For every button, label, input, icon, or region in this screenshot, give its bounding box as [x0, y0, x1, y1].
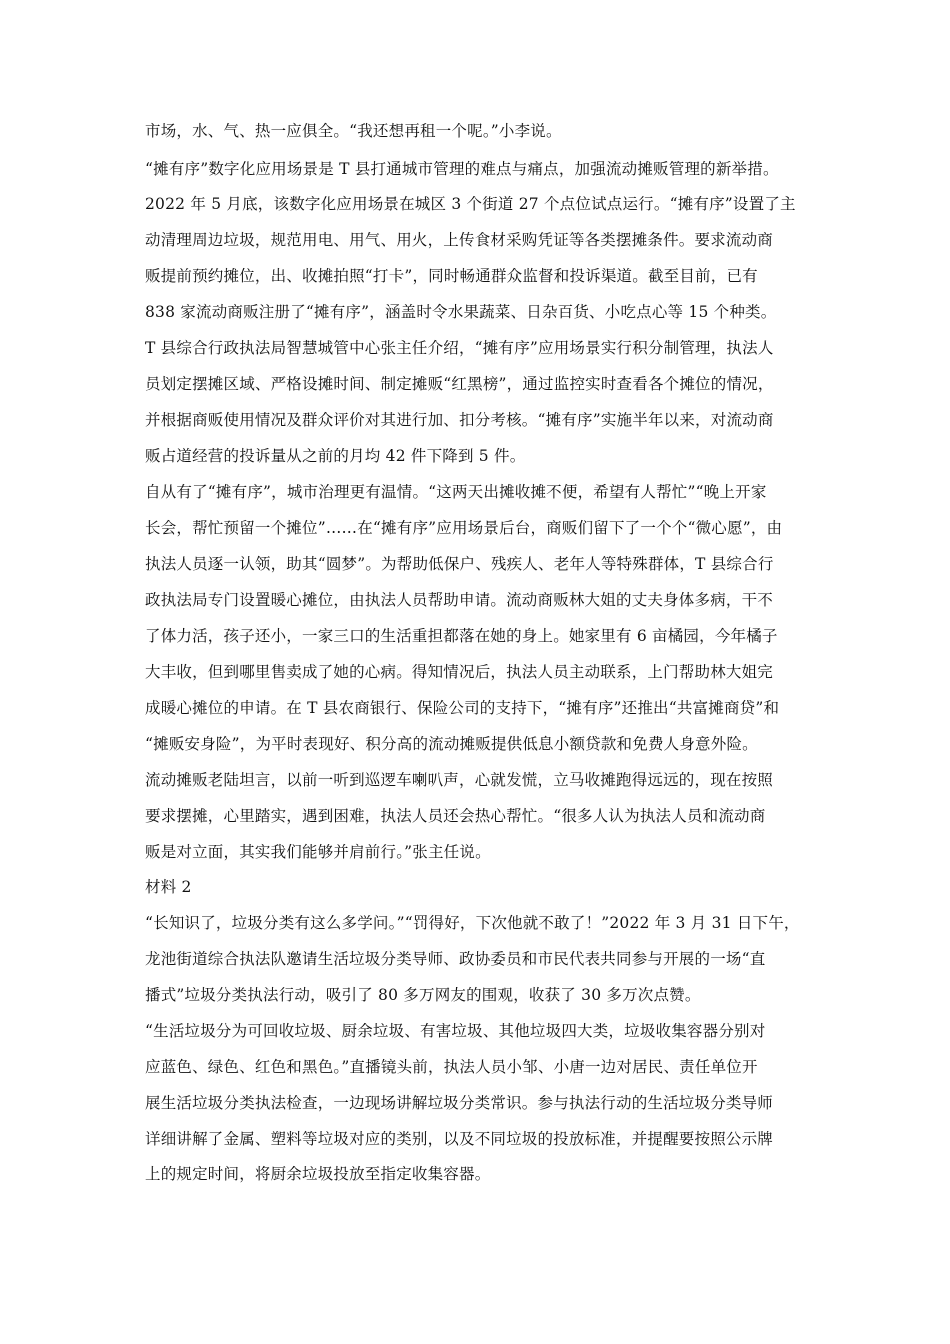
text-line: 流动摊贩老陆坦言，以前一听到巡逻车喇叭声，心就发慌，立马收摊跑得远远的，现在按照: [145, 771, 774, 789]
text-line: 并根据商贩使用情况及群众评价对其进行加、扣分考核。“摊有序”实施半年以来，对流动商: [145, 411, 774, 429]
text-line: “摊贩安身险”，为平时表现好、积分高的流动摊贩提供低息小额贷款和免费人身意外险。: [145, 735, 758, 753]
text-line: “生活垃圾分为可回收垃圾、厨余垃圾、有害垃圾、其他垃圾四大类，垃圾收集容器分别对: [145, 1022, 766, 1040]
text-line: 员划定摆摊区域、严格设摊时间、制定摊贩“红黑榜”，通过监控实时查看各个摊位的情况，: [145, 375, 774, 393]
text-line: 成暖心摊位的申请。在 T 县农商银行、保险公司的支持下，“摊有序”还推出“共富摊商贷”和: [145, 699, 780, 717]
text-line: 详细讲解了金属、塑料等垃圾对应的类别，以及不同垃圾的投放标准，并提醒要按照公示牌: [145, 1130, 774, 1148]
text-line: 龙池街道综合执法队邀请生活垃圾分类导师、政协委员和市民代表共同参与开展的一场“直: [145, 950, 766, 968]
text-line: 自从有了“摊有序”，城市治理更有温情。“这两天出摊收摊不便，希望有人帮忙”“晚上开家: [145, 483, 767, 501]
text-line: “摊有序”数字化应用场景是 T 县打通城市管理的难点与痛点，加强流动摊贩管理的新举措。: [145, 160, 779, 178]
text-line: 执法人员逐一认领，助其“圆梦”。为帮助低保户、残疾人、老年人等特殊群体，T 县综合行: [145, 555, 774, 573]
text-line: “长知识了，垃圾分类有这么多学问。”“罚得好，下次他就不敢了！”2022 年 3 月 31 日下午，: [145, 914, 800, 932]
text-line: 了体力活，孩子还小，一家三口的生活重担都落在她的身上。她家里有 6 亩橘园，今年橘子: [145, 627, 778, 645]
text-line: 贩提前预约摊位，出、收摊拍照“打卡”，同时畅通群众监督和投诉渠道。截至目前，已有: [145, 267, 758, 285]
text-line: T 县综合行政执法局智慧城管中心张主任介绍，“摊有序”应用场景实行积分制管理，执法人: [145, 339, 774, 357]
text-line: 要求摆摊，心里踏实，遇到困难，执法人员还会热心帮忙。“很多人认为执法人员和流动商: [145, 807, 766, 825]
section-heading: 材料 2: [145, 878, 192, 896]
text-line: 动清理周边垃圾，规范用电、用气、用火，上传食材采购凭证等各类摆摊条件。要求流动商: [145, 231, 774, 249]
text-line: 市场，水、气、热一应俱全。“我还想再租一个呢。”小李说。: [145, 122, 562, 140]
text-line: 展生活垃圾分类执法检查，一边现场讲解垃圾分类常识。参与执法行动的生活垃圾分类导师: [145, 1094, 774, 1112]
text-line: 2022 年 5 月底，该数字化应用场景在城区 3 个街道 27 个点位试点运行。“摊有序”设置了主: [145, 195, 796, 213]
text-line: 长会，帮忙预留一个摊位”……在“摊有序”应用场景后台，商贩们留下了一个个“微心愿”，由: [145, 519, 783, 537]
text-line: 播式”垃圾分类执法行动，吸引了 80 多万网友的围观，收获了 30 多万次点赞。: [145, 986, 701, 1004]
text-line: 大丰收，但到哪里售卖成了她的心病。得知情况后，执法人员主动联系，上门帮助林大姐完: [145, 663, 774, 681]
text-line: 贩占道经营的投诉量从之前的月均 42 件下降到 5 件。: [145, 447, 526, 465]
text-line: 贩是对立面，其实我们能够并肩前行。”张主任说。: [145, 843, 491, 861]
text-line: 上的规定时间，将厨余垃圾投放至指定收集容器。: [145, 1165, 491, 1183]
text-line: 838 家流动商贩注册了“摊有序”，涵盖时令水果蔬菜、日杂百货、小吃点心等 15 个种类。: [145, 303, 777, 321]
text-line: 政执法局专门设置暖心摊位，由执法人员帮助申请。流动商贩林大姐的丈夫身体多病，干不: [145, 591, 774, 609]
text-line: 应蓝色、绿色、红色和黑色。”直播镜头前，执法人员小邹、小唐一边对居民、责任单位开: [145, 1058, 758, 1076]
